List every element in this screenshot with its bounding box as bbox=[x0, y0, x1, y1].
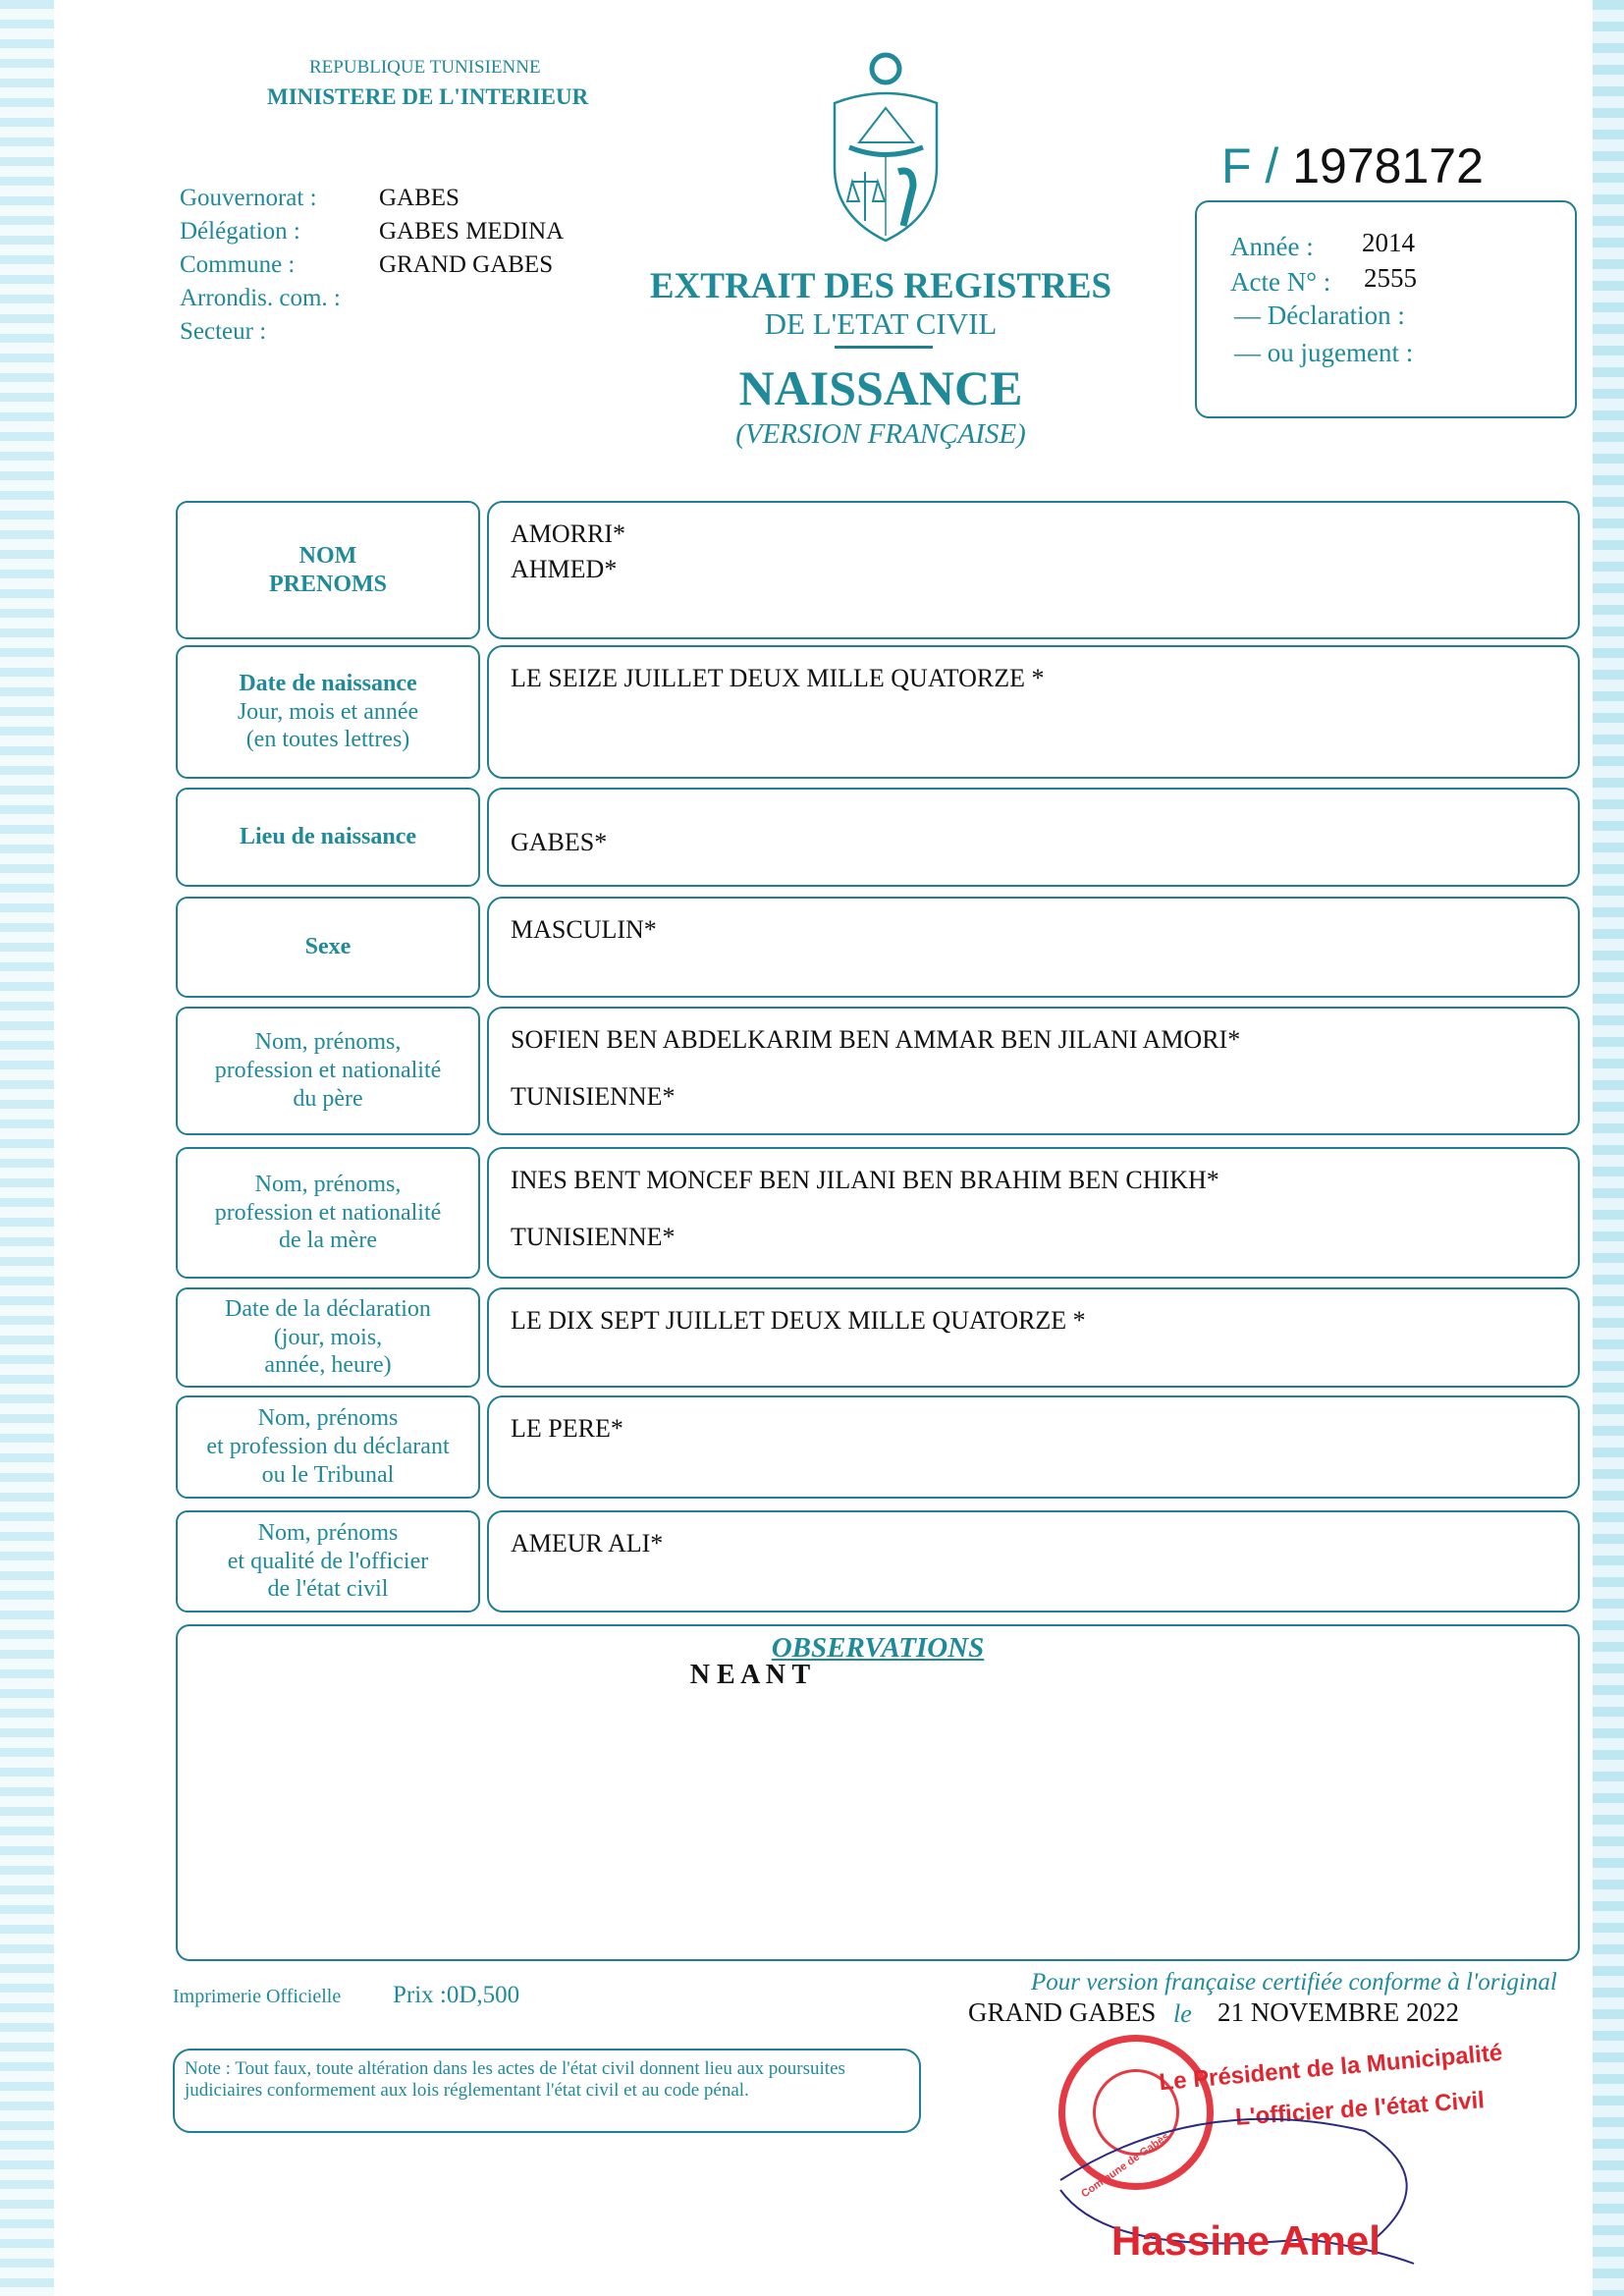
row-value-line: LE DIX SEPT JUILLET DEUX MILLE QUATORZE * bbox=[511, 1306, 1086, 1335]
row-label-line: et profession du déclarant bbox=[206, 1434, 450, 1460]
title-rule bbox=[835, 346, 933, 349]
row-value-line: AHMED* bbox=[511, 555, 618, 584]
annee-label: Année : bbox=[1230, 232, 1314, 261]
row-value-line: GABES* bbox=[511, 828, 608, 856]
republic-label: REPUBLIQUE TUNISIENNE bbox=[309, 57, 541, 78]
row-label-line: NOM bbox=[298, 542, 357, 569]
version-label: (VERSION FRANÇAISE) bbox=[735, 418, 1026, 450]
row-value bbox=[487, 1395, 1580, 1499]
stamp-title-line2: L'officier de l'état Civil bbox=[1234, 2087, 1486, 2131]
le-label: le bbox=[1173, 1999, 1192, 2028]
row-label-line: (en toutes lettres) bbox=[245, 727, 410, 753]
certified-label: Pour version française certifiée conforme à l'original bbox=[1031, 1969, 1557, 1995]
ministry-label: MINISTERE DE L'INTERIEUR bbox=[267, 84, 589, 109]
row-label-line: profession et nationalité bbox=[214, 1199, 442, 1226]
row-label-line: Nom, prénoms bbox=[257, 1405, 399, 1432]
signatory-name: Hassine Amel bbox=[1111, 2217, 1380, 2264]
date-value: 21 NOVEMBRE 2022 bbox=[1218, 1997, 1460, 2027]
row-label bbox=[176, 788, 480, 887]
row-value-line: TUNISIENNE* bbox=[511, 1223, 676, 1252]
row-label bbox=[176, 1147, 480, 1279]
row-label-line: Nom, prénoms, bbox=[254, 1029, 402, 1056]
header-field-value: GRAND GABES bbox=[379, 251, 554, 278]
serial-value: 1978172 bbox=[1292, 138, 1484, 193]
row-value-line: MASCULIN* bbox=[511, 915, 657, 944]
header-field-label: Gouvernorat : bbox=[180, 185, 317, 211]
row-label-line: Date de naissance bbox=[239, 670, 417, 696]
declaration-label: — Déclaration : bbox=[1234, 301, 1405, 330]
row-label bbox=[176, 501, 480, 639]
row-value-line: INES BENT MONCEF BEN JILANI BEN BRAHIM BEN CHIKH* bbox=[511, 1166, 1219, 1194]
serial-prefix: F / bbox=[1221, 138, 1279, 193]
row-label-line: Jour, mois et année bbox=[237, 698, 419, 725]
row-label-line: année, heure) bbox=[264, 1352, 392, 1379]
stamp-circle-text: Commune de Gabès bbox=[1079, 2130, 1172, 2201]
row-value bbox=[487, 645, 1580, 779]
header-field-label: Secteur : bbox=[180, 318, 267, 345]
row-label-line: Nom, prénoms, bbox=[254, 1171, 402, 1197]
jugement-label: — ou jugement : bbox=[1234, 338, 1414, 367]
document-type: NAISSANCE bbox=[738, 360, 1023, 415]
acte-box bbox=[1195, 200, 1577, 418]
row-label bbox=[176, 1007, 480, 1135]
row-value bbox=[487, 1007, 1580, 1135]
annee-value: 2014 bbox=[1362, 228, 1415, 257]
row-label bbox=[176, 645, 480, 779]
row-label-line: (jour, mois, bbox=[273, 1324, 383, 1350]
row-label-line: profession et nationalité bbox=[214, 1058, 442, 1084]
row-value-line: AMORRI* bbox=[511, 519, 626, 548]
row-label-line: de la mère bbox=[279, 1228, 377, 1254]
row-label-line: du père bbox=[293, 1085, 363, 1112]
row-label-line: et qualité de l'officier bbox=[227, 1548, 429, 1574]
row-value-line: LE SEIZE JUILLET DEUX MILLE QUATORZE * bbox=[511, 664, 1045, 692]
observations-value: N E A N T bbox=[689, 1660, 811, 1690]
row-value-line: LE PERE* bbox=[511, 1414, 623, 1443]
row-value bbox=[487, 1510, 1580, 1613]
header-field-label: Commune : bbox=[180, 251, 296, 278]
header-field-value: GABES MEDINA bbox=[379, 218, 565, 245]
observations-box bbox=[176, 1624, 1580, 1961]
legal-note: Note : Tout faux, toute altération dans les actes de l'état civil donnent lieu aux poursuites judiciaires conformement aux lois réglementant l'état civil et au code pénal. bbox=[173, 2049, 921, 2133]
row-label-line: Sexe bbox=[304, 934, 352, 960]
row-label-line: Nom, prénoms bbox=[257, 1519, 399, 1546]
row-value bbox=[487, 1287, 1580, 1388]
row-label-line: ou le Tribunal bbox=[261, 1461, 395, 1488]
title-line1: EXTRAIT DES REGISTRES bbox=[649, 266, 1112, 306]
row-label bbox=[176, 1395, 480, 1499]
left-security-border bbox=[0, 0, 54, 2296]
header-field-label: Arrondis. com. : bbox=[180, 285, 341, 311]
title-line2: DE L'ETAT CIVIL bbox=[764, 306, 998, 341]
row-label bbox=[176, 897, 480, 998]
acte-value: 2555 bbox=[1364, 263, 1417, 293]
row-value bbox=[487, 897, 1580, 998]
row-label-line: de l'état civil bbox=[267, 1576, 389, 1603]
observations-title: OBSERVATIONS bbox=[771, 1632, 985, 1664]
row-label bbox=[176, 1510, 480, 1613]
stamp-title-line1: Le Président de la Municipalité bbox=[1158, 2039, 1504, 2097]
serial-number bbox=[1221, 137, 1484, 194]
price-label: Prix :0D,500 bbox=[393, 1982, 520, 2008]
header-field-label: Délégation : bbox=[180, 218, 300, 245]
row-label-line: Date de la déclaration bbox=[225, 1295, 431, 1322]
place-value: GRAND GABES bbox=[968, 1997, 1157, 2027]
row-value bbox=[487, 501, 1580, 639]
row-label-line: PRENOMS bbox=[269, 571, 387, 597]
acte-label: Acte N° : bbox=[1230, 267, 1331, 297]
row-value bbox=[487, 788, 1580, 887]
row-value-line: SOFIEN BEN ABDELKARIM BEN AMMAR BEN JILANI AMORI* bbox=[511, 1025, 1241, 1054]
row-value-line: AMEUR ALI* bbox=[511, 1529, 664, 1558]
row-value-line: TUNISIENNE* bbox=[511, 1082, 676, 1112]
row-label-line: Lieu de naissance bbox=[239, 824, 417, 850]
right-security-border bbox=[1593, 0, 1624, 2296]
coat-of-arms-icon bbox=[825, 49, 947, 246]
printer-label: Imprimerie Officielle bbox=[173, 1986, 342, 2007]
header-field-value: GABES bbox=[379, 185, 460, 211]
row-value bbox=[487, 1147, 1580, 1279]
row-label bbox=[176, 1287, 480, 1388]
